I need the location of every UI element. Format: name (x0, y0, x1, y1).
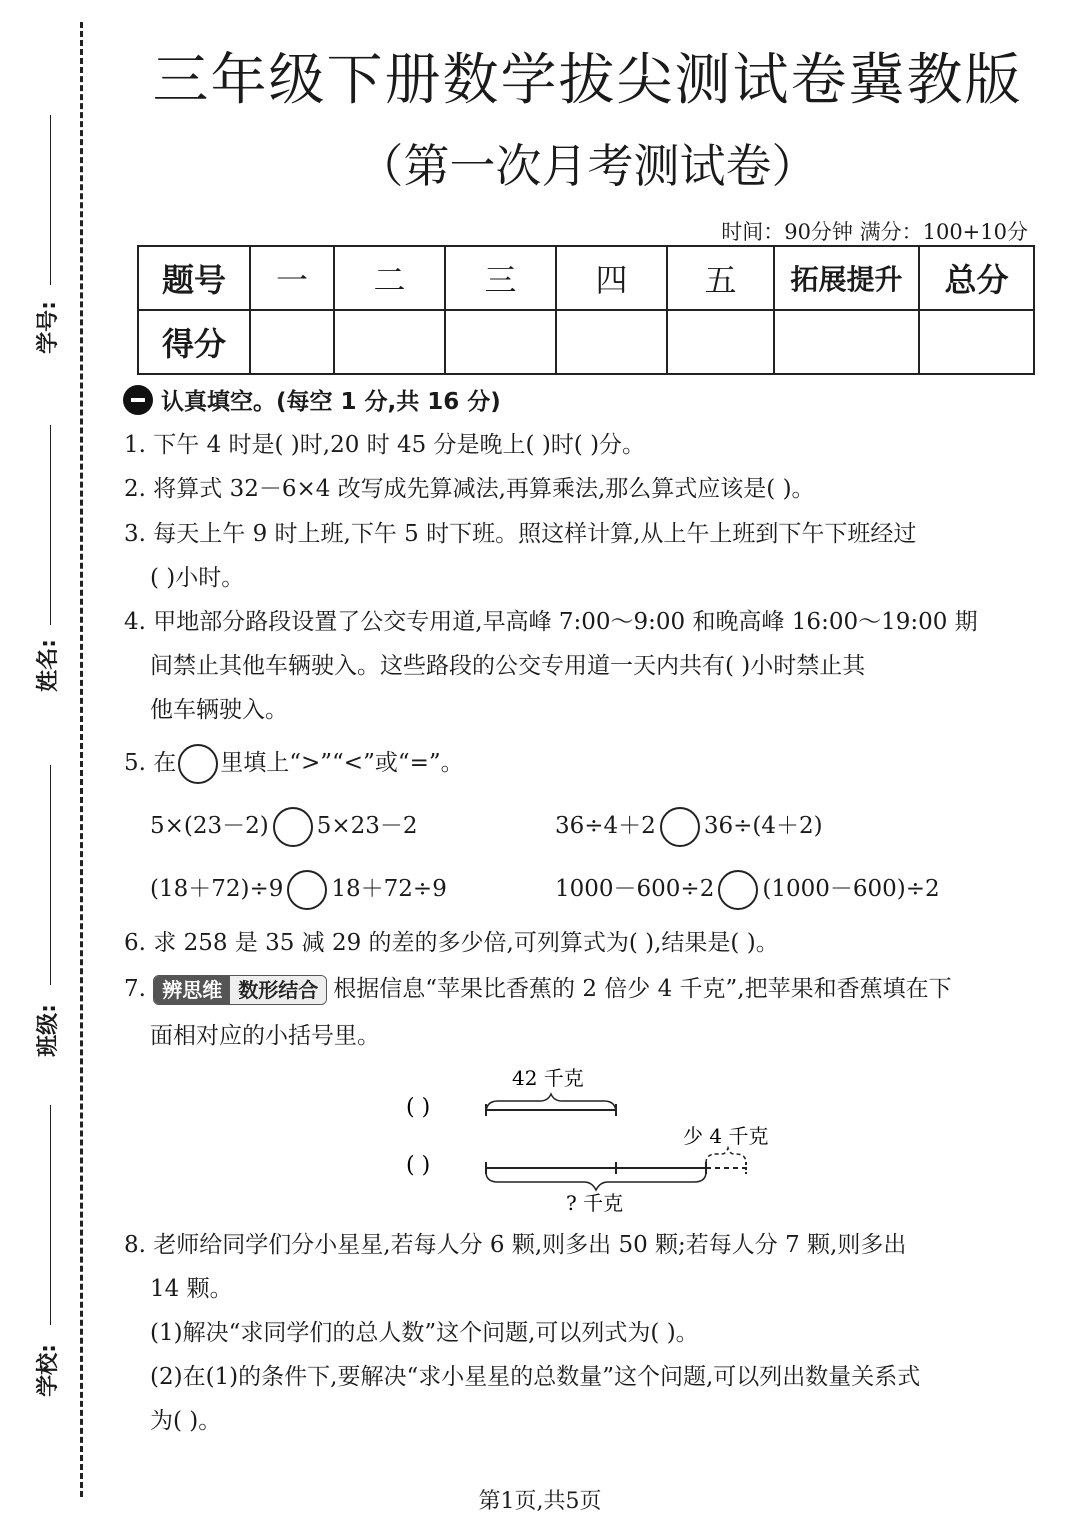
name-line[interactable] (50, 425, 51, 625)
class-line[interactable] (50, 765, 51, 985)
section-one-badge-icon (123, 385, 153, 415)
score-header-cell: 五 (667, 246, 774, 310)
score-header-cell: 题号 (138, 246, 250, 310)
question-5-prefix: 5. 在 (124, 750, 177, 776)
score-header-cell: 四 (556, 246, 667, 310)
score-cell[interactable] (445, 310, 556, 374)
question-6: 6. 求 258 是 35 减 29 的差的多少倍,可列算式为( ),结果是( )。 (124, 930, 779, 956)
score-header-cell: 三 (445, 246, 556, 310)
question-8-line-1: 8. 老师给同学们分小星星,若每人分 6 颗,则多出 50 颗;若每人分 7 颗,则多出 (124, 1232, 907, 1258)
compare-a-circle[interactable] (273, 807, 313, 847)
bottom-brace (486, 1172, 706, 1190)
question-8-part-2-line-1: (2)在(1)的条件下,要解决“求小星星的总数量”这个问题,可以列出数量关系式 (150, 1364, 921, 1390)
compare-b-left: 36÷4＋2 (555, 813, 656, 839)
compare-d-circle[interactable] (718, 870, 758, 910)
exam-meta: 时间：90分钟 满分：100+10分 (721, 220, 1028, 244)
compare-c-right: 18＋72÷9 (331, 876, 447, 902)
section-heading (123, 383, 501, 416)
section-heading-text: 认真填空。(每空 1 分,共 16 分) (161, 389, 501, 415)
school-label: 学校: (35, 1344, 61, 1397)
tag-thinking: 辨思维 (154, 976, 230, 1004)
banana-blank[interactable]: ( ) (406, 1095, 431, 1120)
page-subtitle: （第一次月考测试卷） (357, 139, 818, 193)
tag-shape-number: 数形结合 (230, 976, 326, 1004)
compare-circle-icon (178, 744, 218, 784)
score-cell[interactable] (774, 310, 919, 374)
compare-row-b (555, 804, 823, 848)
compare-c-circle[interactable] (287, 870, 327, 910)
compare-row-a (150, 804, 418, 848)
segment-diagram (400, 1060, 800, 1220)
score-cell[interactable] (334, 310, 445, 374)
score-header-cell: 一 (250, 246, 334, 310)
page-footer: 第1页,共5页 (478, 1489, 602, 1514)
question-3-line-1: 3. 每天上午 9 时上班,下午 5 时下班。照这样计算,从上午上班到下午下班经过 (124, 521, 917, 547)
question-5-suffix: 里填上“>”“<”或“=”。 (220, 750, 464, 776)
question-7-number: 7. (124, 976, 146, 1002)
question-8-part-1: (1)解决“求同学们的总人数”这个问题,可以列式为( )。 (150, 1320, 699, 1346)
compare-b-right: 36÷(4＋2) (703, 813, 823, 839)
score-cell[interactable] (250, 310, 334, 374)
short-label: 少 4 千克 (683, 1124, 769, 1148)
class-label: 班级: (35, 1004, 61, 1057)
top-label: 42 千克 (512, 1066, 584, 1090)
school-line[interactable] (50, 1105, 51, 1325)
compare-d-right: (1000－600)÷2 (762, 876, 940, 902)
compare-a-right: 5×23－2 (316, 813, 418, 839)
binding-dashed-line (80, 22, 83, 1497)
compare-row-c (150, 867, 447, 911)
compare-b-circle[interactable] (660, 807, 700, 847)
question-7-tag (153, 975, 327, 1005)
score-cell[interactable] (919, 310, 1034, 374)
compare-d-left: 1000－600÷2 (555, 876, 715, 902)
compare-c-left: (18＋72)÷9 (150, 876, 284, 902)
question-7-line-2: 面相对应的小括号里。 (150, 1023, 380, 1049)
student-id-label: 学号: (35, 301, 61, 354)
question-4-line-2: 间禁止其他车辆驶入。这些路段的公交专用道一天内共有( )小时禁止其 (150, 653, 866, 679)
compare-a-left: 5×(23－2) (150, 813, 269, 839)
apple-blank[interactable]: ( ) (406, 1153, 431, 1178)
question-7-line-1 (124, 967, 952, 1011)
score-header-cell: 拓展提升 (774, 246, 919, 310)
short-brace (706, 1148, 746, 1163)
question-1: 1. 下午 4 时是( )时,20 时 45 分是晚上( )时( )分。 (124, 432, 646, 458)
score-table-header-row (138, 246, 1034, 310)
score-table (137, 245, 1035, 375)
score-cell[interactable] (667, 310, 774, 374)
score-table-score-row (138, 310, 1034, 374)
score-row-label: 得分 (138, 310, 250, 374)
compare-row-d (555, 867, 940, 911)
question-4-line-3: 他车辆驶入。 (150, 697, 288, 723)
question-4-line-1: 4. 甲地部分路段设置了公交专用道,早高峰 7:00～9:00 和晚高峰 16:00～19:00 期 (124, 609, 978, 635)
name-label: 姓名: (35, 639, 61, 692)
question-8-part-2-line-2: 为( )。 (150, 1408, 222, 1434)
question-3-line-2: ( )小时。 (150, 565, 245, 591)
score-header-cell: 二 (334, 246, 445, 310)
score-cell[interactable] (556, 310, 667, 374)
page-title: 三年级下册数学拔尖测试卷冀教版 (152, 48, 1023, 113)
question-8-line-2: 14 颗。 (150, 1276, 233, 1302)
bottom-label: ? 千克 (566, 1191, 624, 1215)
question-7-text: 根据信息“苹果比香蕉的 2 倍少 4 千克”,把苹果和香蕉填在下 (333, 976, 952, 1002)
score-header-cell: 总分 (919, 246, 1034, 310)
question-5 (124, 741, 464, 785)
question-2: 2. 将算式 32－6×4 改写成先算减法,再算乘法,那么算式应该是( )。 (124, 476, 815, 502)
